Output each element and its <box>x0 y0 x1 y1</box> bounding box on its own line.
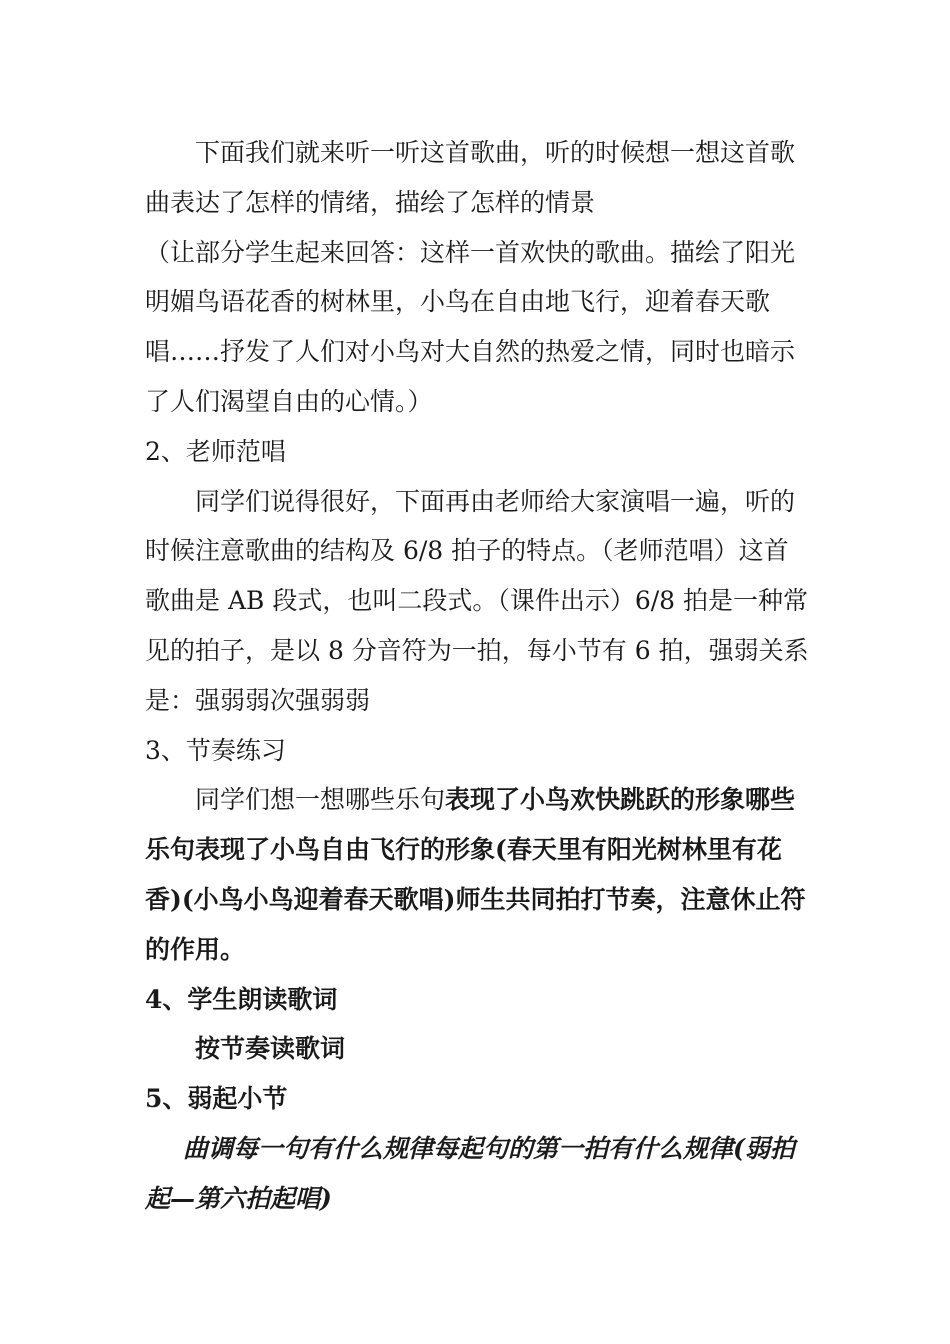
paragraph-text: 同学们说得很好，下面再由老师给大家演唱一遍，听的时候注意歌曲的结构及 6/8 拍子的特点。（老师范唱）这首歌曲是 AB 段式，也叫二段式。（课件出示）6/8 拍是一种常见的拍子，是以 8 分音符为一拍，每小节有 6 拍，强弱关系是：强弱弱次强弱弱 <box>145 486 809 715</box>
heading-text: 4、学生朗读歌词 <box>145 984 338 1014</box>
paragraph-student-answer <box>145 228 810 427</box>
paragraph-text: 曲调每一句有什么规律每起句的第一拍有什么规律(弱拍起—第六拍起唱) <box>145 1133 795 1213</box>
heading-teacher-demo <box>145 427 810 477</box>
heading-text: 5、弱起小节 <box>145 1084 288 1114</box>
paragraph-rhythm-question <box>145 775 810 974</box>
heading-rhythm-practice <box>145 726 810 776</box>
document-body <box>145 128 810 1224</box>
heading-read-lyrics <box>145 975 810 1025</box>
heading-text: 2、老师范唱 <box>145 436 286 466</box>
paragraph-intro-question <box>145 128 810 228</box>
paragraph-anacrusis-question <box>145 1124 810 1224</box>
heading-anacrusis <box>145 1074 810 1124</box>
paragraph-text-bold: 表现了小鸟欢快跳跃的形象哪些乐句表现了小鸟自由飞行的形象(春天里有阳光树林里有花香)(小鸟小鸟迎着春天歌唱)师生共同拍打节奏，注意休止符的作用。 <box>145 785 806 964</box>
paragraph-text: 按节奏读歌词 <box>195 1034 346 1064</box>
paragraph-text: 下面我们就来听一听这首歌曲，听的时候想一想这首歌曲表达了怎样的情绪，描绘了怎样的情景 <box>145 138 796 217</box>
paragraph-text-normal: 同学们想一想哪些乐句 <box>195 785 446 815</box>
heading-text: 3、节奏练习 <box>145 735 286 765</box>
paragraph-text: （让部分学生起来回答：这样一首欢快的歌曲。描绘了阳光明媚鸟语花香的树林里，小鸟在自由地飞行，迎着春天歌唱……抒发了人们对小鸟对大自然的热爱之情，同时也暗示了人们渴望自由的心情。） <box>145 237 796 416</box>
paragraph-song-structure <box>145 477 810 726</box>
paragraph-read-by-rhythm <box>145 1024 810 1074</box>
